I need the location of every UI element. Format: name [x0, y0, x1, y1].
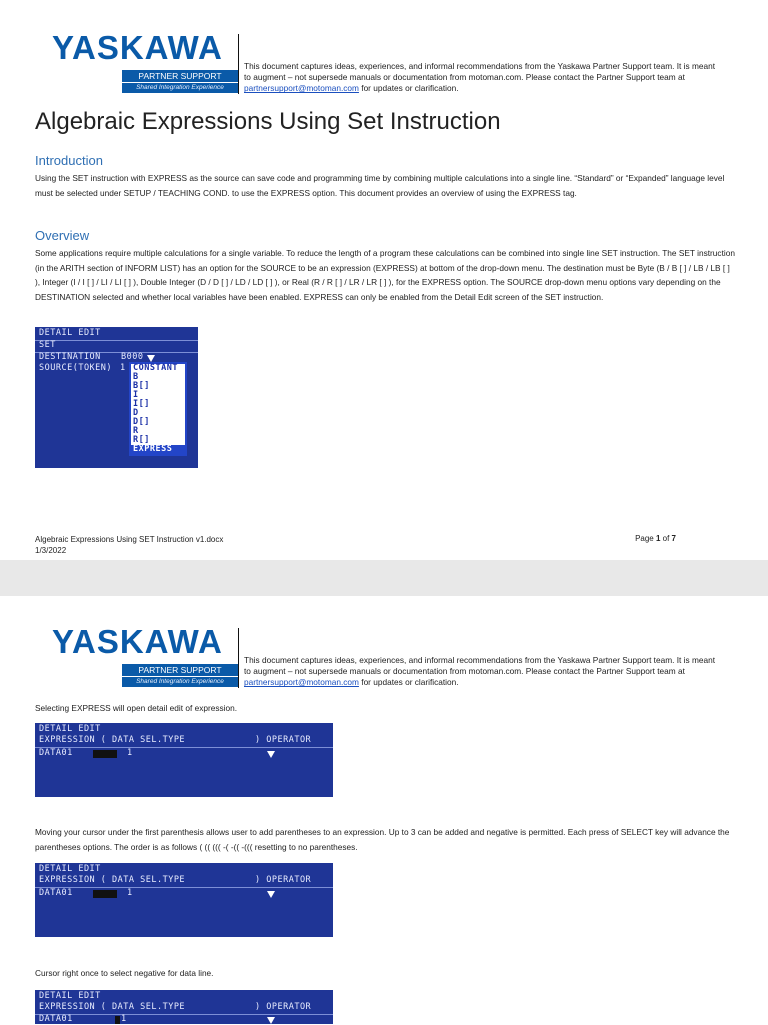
expression-header: EXPRESSION ( DATA SEL.TYPE [39, 735, 186, 745]
operator-dropdown-icon[interactable] [267, 1017, 275, 1024]
expression-header: EXPRESSION ( DATA SEL.TYPE [39, 1002, 186, 1012]
disclaimer-text [244, 655, 724, 689]
expression-detail-screenshot [35, 990, 333, 1024]
footer-date: 1/3/2022 [35, 546, 67, 555]
dropdown-option-express[interactable]: EXPRESS [131, 445, 185, 454]
logo-partner-support: PARTNER SUPPORT [122, 664, 238, 676]
dropdown-option[interactable]: I[] [133, 399, 150, 409]
paragraph-parentheses: Moving your cursor under the first parenthesis allows user to add parentheses to an expression. Up to 3 can be added and negative is permitted. Each press of SELECT key will advance the parentheses options. The order is as follows ( (( ((( -( -(( -((( resetting to no parentheses. [35, 827, 730, 852]
operator-header: ) OPERATOR [255, 875, 312, 885]
cursor-highlight[interactable] [115, 1016, 120, 1024]
pendant-divider [35, 340, 198, 341]
pendant-divider [35, 887, 333, 888]
data-value: 1 [127, 748, 133, 758]
dropdown-option[interactable]: CONSTANT [133, 363, 178, 373]
operator-dropdown-icon[interactable] [267, 891, 275, 898]
dropdown-option[interactable]: B[] [133, 381, 150, 391]
support-email-link[interactable]: partnersupport@motoman.com [244, 83, 359, 94]
page-number [635, 534, 676, 543]
paragraph-cursor-right: Cursor right once to select negative for data line. [35, 968, 214, 978]
expression-detail-screenshot [35, 723, 333, 797]
pendant-divider [35, 1014, 333, 1015]
dropdown-arrow-icon[interactable] [147, 355, 155, 362]
cursor-highlight[interactable] [93, 890, 117, 898]
page-gap [0, 560, 768, 596]
pendant-instruction: SET [39, 340, 56, 350]
disclaimer-text [244, 61, 724, 95]
source-label: SOURCE(TOKEN) [39, 363, 113, 373]
yaskawa-logo [52, 29, 238, 91]
pendant-divider [35, 747, 333, 748]
expression-detail-screenshot [35, 863, 333, 937]
footer-meta [35, 534, 223, 556]
dropdown-option[interactable]: R [133, 426, 139, 436]
destination-value[interactable]: B000 [121, 352, 144, 362]
support-email-link[interactable]: partnersupport@motoman.com [244, 677, 359, 688]
overview-heading: Overview [35, 228, 90, 243]
data-value: 1 [121, 1014, 127, 1024]
paragraph-selecting-express: Selecting EXPRESS will open detail edit of expression. [35, 703, 238, 713]
page-of: of [660, 534, 672, 543]
pendant-title: DETAIL EDIT [39, 724, 101, 734]
dropdown-option[interactable]: B [133, 372, 139, 382]
introduction-body: Using the SET instruction with EXPRESS as the source can save code and programming time by combining multiple calculations into a single line. “Standard” or “Expanded” language level must be selected under SETUP / TEACHING COND. to use the EXPRESS option. This document provides an overview of using the EXPRESS tag. [35, 173, 725, 198]
destination-label: DESTINATION [39, 352, 101, 362]
page-total: 7 [671, 534, 676, 543]
header-divider [238, 34, 239, 94]
header-divider [238, 628, 239, 688]
set-detail-edit-screenshot [35, 327, 198, 468]
dropdown-option[interactable]: I [133, 390, 139, 400]
disclaimer-tail: for updates or clarification. [358, 83, 459, 94]
logo-tagline: Shared Integration Experience [122, 677, 238, 687]
data-row-label: DATA01 [39, 888, 73, 898]
data-value: 1 [127, 888, 133, 898]
disclaimer-body: This document captures ideas, experiences, and informal recommendations from the Yaskawa Partner Support team. It is meant to augment – not supersede manuals or documentation from motoman.com. Please contact the Partner Support team at [244, 655, 716, 677]
logo-wordmark: YASKAWA [52, 623, 223, 660]
data-row-label: DATA01 [39, 1014, 73, 1024]
source-dropdown-menu[interactable] [129, 362, 187, 456]
disclaimer-tail: for updates or clarification. [358, 677, 459, 688]
page-current: 1 [655, 534, 661, 543]
dropdown-option[interactable]: R[] [133, 435, 150, 445]
operator-header: ) OPERATOR [255, 1002, 312, 1012]
dropdown-option[interactable]: D [133, 408, 139, 418]
document-page-2 [0, 596, 768, 1024]
pendant-title: DETAIL EDIT [39, 991, 101, 1001]
logo-partner-support: PARTNER SUPPORT [122, 70, 238, 82]
expression-header: EXPRESSION ( DATA SEL.TYPE [39, 875, 186, 885]
page-title: Algebraic Expressions Using Set Instruction [35, 108, 501, 135]
source-value: 1 [120, 363, 126, 373]
overview-body: Some applications require multiple calculations for a single variable. To reduce the length of a program these calculations can be combined into single line SET instruction. The SET instruction (in the ARITH section of INFORM LIST) has an option for the SOURCE to be an expression (EXPRESS) at bottom of the drop-down menu. The destination must be Byte (B / B [ ] / LB / LB [ ] ), Integer (I / I [ ] / LI / LI [ ] ), Double Integer (D / D [ ] / LD / LD [ ] ), or Real (R / R [ ] / LR / LR [ ] ), for the EXPRESS option. The SOURCE drop-down menu options vary depending on the DESTINATION selected and whether local variables have been enabled. EXPRESS can only be enabled from the Detail Edit screen of the SET instruction. [35, 248, 735, 302]
pendant-title: DETAIL EDIT [39, 328, 101, 338]
footer-filename: Algebraic Expressions Using SET Instruction v1.docx [35, 535, 224, 544]
yaskawa-logo [52, 623, 238, 685]
operator-header: ) OPERATOR [255, 735, 312, 745]
page-word: Page [635, 534, 656, 543]
disclaimer-body: This document captures ideas, experiences, and informal recommendations from the Yaskawa Partner Support team. It is meant to augment – not supersede manuals or documentation from motoman.com. Please contact the Partner Support team at [244, 61, 716, 83]
dropdown-option[interactable]: D[] [133, 417, 150, 427]
introduction-heading: Introduction [35, 153, 103, 168]
logo-tagline: Shared Integration Experience [122, 83, 238, 93]
operator-dropdown-icon[interactable] [267, 751, 275, 758]
cursor-highlight[interactable] [93, 750, 117, 758]
data-row-label: DATA01 [39, 748, 73, 758]
logo-wordmark: YASKAWA [52, 29, 223, 66]
pendant-title: DETAIL EDIT [39, 864, 101, 874]
